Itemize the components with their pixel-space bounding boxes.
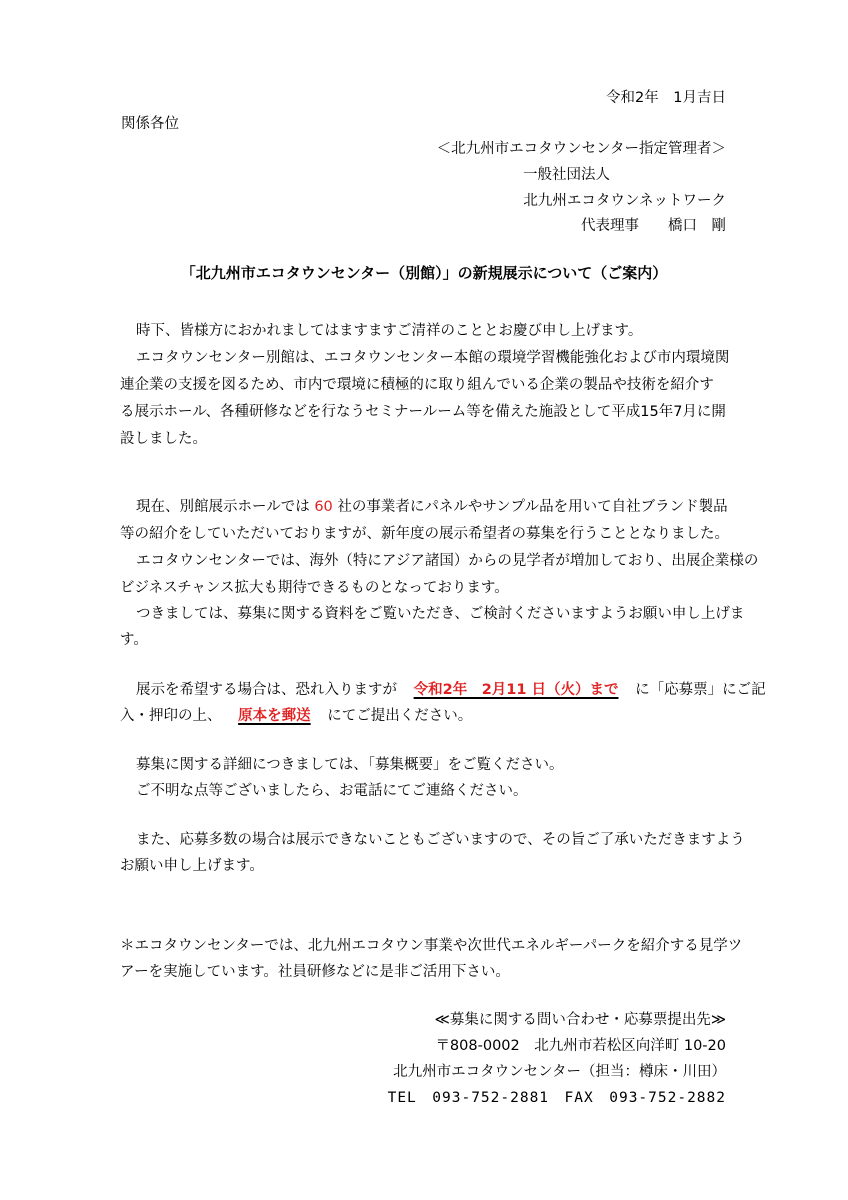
sender-org: ＜北九州市エコタウンセンター指定管理者＞ [436, 141, 726, 157]
para2-line: す。 [120, 632, 148, 648]
letter-date: 令和2年 1月吉日 [606, 90, 726, 106]
para1-line: る展示ホール、各種研修などを行なうセミナールーム等を備えた施設として平成15年7月に開 [120, 404, 726, 420]
contact-address: 〒808-0002 北九州市若松区向洋町 10-20 [435, 1038, 726, 1054]
contact-tel-fax: TEL 093-752-2881 FAX 093-752-2882 [387, 1090, 726, 1106]
para2-line: エコタウンセンターでは、海外（特にアジア諸国）からの見学者が増加しており、出展企業様の [136, 553, 759, 569]
exhibitor-count: 60 [314, 499, 333, 515]
para3-line [136, 678, 766, 699]
para3-text: に「応募票」にご記 [635, 682, 766, 698]
para2-line: つきましては、募集に関する資料をご覧いただき、ご検討くださいますようお願い申し上げま [136, 606, 745, 622]
para1-line: 連企業の支援を図るため、市内で環境に積極的に取り組んでいる企業の製品や技術を紹介す [120, 377, 714, 393]
para1-line: エコタウンセンター別館は、エコタウンセンター本館の環境学習機能強化および市内環境関 [136, 350, 730, 366]
para5-line: また、応募多数の場合は展示できないこともございますので、その旨ご了承いただきますよう [136, 832, 745, 848]
para5-line: お願い申し上げます。 [120, 858, 264, 874]
para1-line: 設しました。 [120, 431, 207, 447]
note-line: ＊エコタウンセンターでは、北九州エコタウン事業や次世代エネルギーパークを紹介する見学ツ [120, 938, 743, 954]
contact-heading: ≪募集に関する問い合わせ・応募票提出先≫ [434, 1012, 726, 1028]
contact-center: 北九州市エコタウンセンター（担当：樽床・川田） [393, 1064, 726, 1080]
para2-text: 社の事業者にパネルやサンプル品を用いて自社ブランド製品 [337, 499, 728, 515]
para2-line: 等の紹介をしていただいておりますが、新年度の展示希望者の募集を行うこととなりました。 [120, 526, 729, 542]
note-line: アーを実施しています。社員研修などに是非ご活用下さい。 [120, 964, 510, 980]
deadline-highlight: 令和2年 2月11 日（火）まで [413, 682, 619, 698]
para3-text: 入・押印の上、 [120, 708, 222, 724]
submission-method-highlight: 原本を郵送 [238, 708, 311, 724]
para2-line [136, 495, 728, 516]
para4-line: ご不明な点等ございましたら、お電話にてご連絡ください。 [136, 783, 528, 799]
para4-line: 募集に関する詳細につきましては、「募集概要」をご覧ください。 [136, 757, 564, 773]
para3-text: にてご提出ください。 [327, 708, 473, 724]
sender-representative: 代表理事 橋口 剛 [581, 218, 726, 234]
para3-text: 展示を希望する場合は、恐れ入りますが [136, 682, 397, 698]
para3-line [120, 704, 472, 725]
sender-corp-name: 北九州エコタウンネットワーク [523, 193, 726, 209]
recipient: 関係各位 [121, 116, 179, 132]
para2-text: 現在、別館展示ホールでは [136, 499, 310, 515]
para2-line: ビジネスチャンス拡大も期待できるものとなっております。 [120, 580, 509, 596]
para1-line: 時下、皆様方におかれましてはますますご清祥のこととお慶び申し上げます。 [136, 323, 643, 339]
sender-corp-type: 一般社団法人 [523, 167, 610, 183]
page-title: 「北九州市エコタウンセンター（別館）」の新規展示について（ご案内） [180, 264, 668, 282]
